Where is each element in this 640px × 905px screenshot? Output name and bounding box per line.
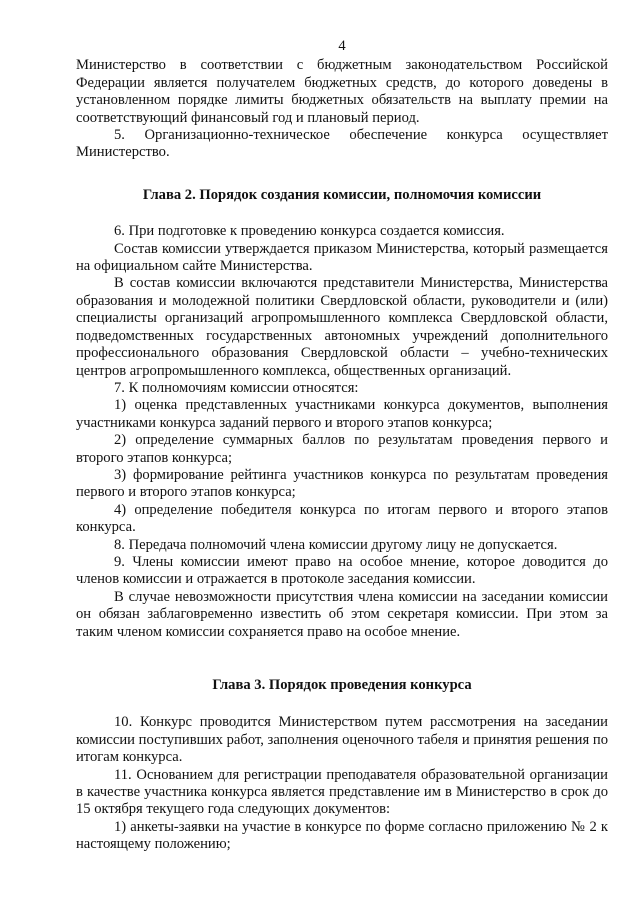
chapter-3-heading: Глава 3. Порядок проведения конкурса <box>212 677 472 693</box>
paragraph: В состав комиссии включаются представители Министерства, Министерства образования и молодежной политики Свердловской области, руководители и (или) специалисты организаций агропромышленного комплекса Свердловской области, подведомственных государственных автономных учреждений дополнительного профессионального образования Свердловской области – учебно-технических центров агропромышленного комплекса, общественных организаций. <box>76 275 608 379</box>
paragraph: 10. Конкурс проводится Министерством путем рассмотрения на заседании комиссии поступивших работ, заполнения оценочного табеля и принятия решения по итогам конкурса. <box>76 714 608 766</box>
list-item: 4) определение победителя конкурса по итогам первого и второго этапов конкурса. <box>76 501 608 536</box>
paragraph: 11. Основанием для регистрации преподавателя образовательной организации в качестве участника конкурса является представление им в Министерство в срок до 15 октября текущего года следующих документов: <box>76 766 608 818</box>
list-item: 1) анкеты-заявки на участие в конкурсе по форме согласно приложению № 2 к настоящему положению; <box>76 818 608 853</box>
document-page <box>76 38 608 854</box>
paragraph: 9. Члены комиссии имеют право на особое мнение, которое доводится до членов комиссии и отражается в протоколе заседания комиссии. <box>76 553 608 588</box>
chapter-2-heading: Глава 2. Порядок создания комиссии, полномочия комиссии <box>142 186 542 203</box>
paragraph: Министерство в соответствии с бюджетным законодательством Российской Федерации является получателем бюджетных средств, до которого доведены в установленном порядке лимиты бюджетных обязательств на выплату премии на соответствующий финансовый год и плановый период. <box>76 57 608 126</box>
paragraph: 8. Передача полномочий члена комиссии другому лицу не допускается. <box>114 536 558 553</box>
page-number: 4 <box>338 38 346 54</box>
paragraph: В случае невозможности присутствия члена комиссии на заседании комиссии он обязан заблаговременно известить об этом секретаря комиссии. При этом за таким членом комиссии сохраняется право на особое мнение. <box>76 588 608 640</box>
paragraph: Состав комиссии утверждается приказом Министерства, который размещается на официальном сайте Министерства. <box>76 240 608 275</box>
paragraph: 6. При подготовке к проведению конкурса создается комиссия. <box>114 223 505 240</box>
paragraph: 7. К полномочиям комиссии относятся: <box>114 379 359 396</box>
paragraph: 5. Организационно-техническое обеспечение конкурса осуществляет Министерство. <box>76 127 608 161</box>
list-item: 2) определение суммарных баллов по результатам проведения первого и второго этапов конкурса; <box>76 432 608 466</box>
list-item: 1) оценка представленных участниками конкурса документов, выполнения участниками конкурса заданий первого и второго этапов конкурса; <box>76 397 608 431</box>
list-item: 3) формирование рейтинга участников конкурса по результатам проведения первого и второго этапов конкурса; <box>76 466 608 501</box>
